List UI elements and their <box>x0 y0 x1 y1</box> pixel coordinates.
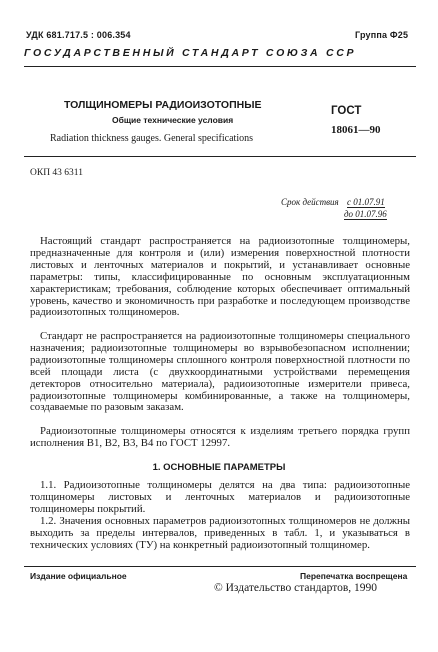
udk-code: УДК 681.717.5 : 006.354 <box>26 30 131 40</box>
official-edition-label: Издание официальное <box>30 571 127 581</box>
performance-groups-paragraph: Радиоизотопные толщиномеры относятся к изделиям третьего порядка групп исполнения В1, В2, В3, В4 по ГОСТ 12997. <box>30 425 410 449</box>
standard-subtitle: Общие технические условия <box>112 115 234 125</box>
section-paragraph-1-1: 1.1. Радиоизотопные толщиномеры делятся на два типа: радиоизотопные толщиномеры листовых и ленточных материалов и радиоизотопные толщиномеры покрытий. <box>30 479 410 515</box>
gost-number: 18061—90 <box>331 124 381 136</box>
validity-from: с 01.07.91 <box>346 197 385 207</box>
reprint-prohibited-label: Перепечатка воспрещена <box>300 571 408 581</box>
state-standard-banner: ГОСУДАРСТВЕННЫЙ СТАНДАРТ СОЮЗА ССР <box>24 47 357 59</box>
banner-rule <box>24 66 416 67</box>
okp-code: ОКП 43 6311 <box>30 168 83 178</box>
validity-label: Срок действия <box>281 197 339 207</box>
standard-title-english: Radiation thickness gauges. General specifications <box>50 133 253 144</box>
gost-label: ГОСТ <box>331 105 362 117</box>
intro-paragraph: Настоящий стандарт распространяется на радиоизотопные толщиномеры, предназначенные для контроля и (или) измерения поверхностной плотности листовых и ленточных материалов и покрытий, и устанавливает основные параметры: типы, классифицированные по основным эксплуатационным характеристикам; требования, соблюдение которых обеспечивает оптимальный уровень, качество и экономичность при разработке и последующем производстве радиоизотопных толщиномеров. <box>30 235 410 319</box>
scope-exclusions-paragraph: Стандарт не распространяется на радиоизотопные толщиномеры специального назначения; радиоизотопные толщиномеры во взрывобезопасном исполнении; радиоизотопные толщиномеры сплошного контроля поверхностной плотности по всей площади листа (с двухкоординатными устройствами перемещения детекторов относительно материала), радиоизотопные измерители привеса, радиоизотопные толщиномеры комбинированные, а также на толщиномеры, создаваемые по разовым заказам. <box>30 330 410 414</box>
section-paragraph-1-2: 1.2. Значения основных параметров радиоизотопных толщиномеров не должны выходить за пределы интервалов, приведенных в табл. 1, и указываться в технических условиях (ТУ) на конкретный радиоизотопный толщиномер. <box>30 515 410 551</box>
copyright-notice: © Издательство стандартов, 1990 <box>214 582 378 594</box>
title-rule <box>24 156 416 157</box>
validity-block <box>281 197 385 207</box>
footer-rule <box>24 566 416 567</box>
standard-title: ТОЛЩИНОМЕРЫ РАДИОИЗОТОПНЫЕ <box>64 99 262 111</box>
section-title: 1. ОСНОВНЫЕ ПАРАМЕТРЫ <box>152 462 286 473</box>
group-code: Группа Ф25 <box>355 30 409 40</box>
validity-to: до 01.07.96 <box>344 209 387 219</box>
